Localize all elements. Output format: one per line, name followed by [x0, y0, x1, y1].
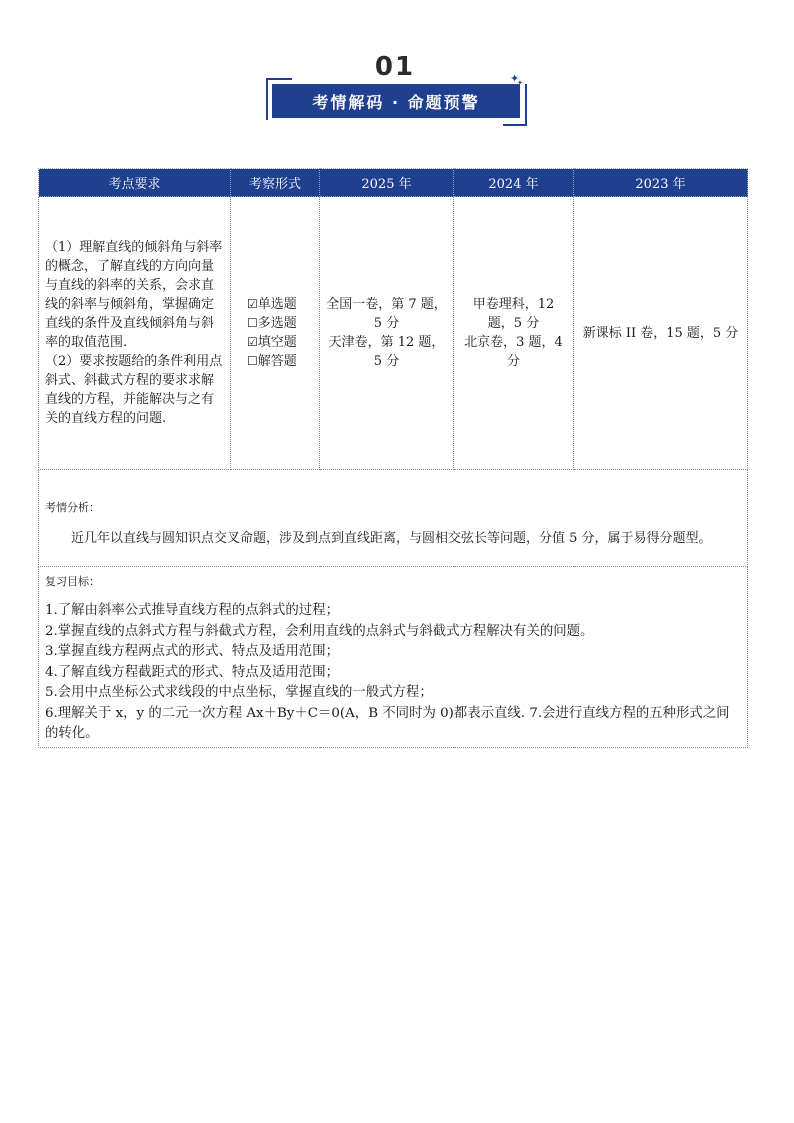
checkbox-checked-icon: ☑ [247, 297, 258, 311]
requirements-cell [39, 197, 231, 470]
requirement-1: （1）理解直线的倾斜角与斜率的概念，了解直线的方向向量与直线的斜率的关系，会求直线的斜率与倾斜角，掌握确定直线的条件及直线倾斜角与斜率的取值范围. [45, 240, 223, 350]
col-header-2025: 2025 年 [320, 169, 454, 197]
exam-entry: 天津卷，第 12 题，5 分 [328, 335, 445, 369]
exam-entry: 甲卷理科，12 题，5 分 [472, 297, 555, 331]
forms-cell [231, 197, 320, 470]
col-header-2023: 2023 年 [574, 169, 748, 197]
section-title: 考情解码 · 命题预警 [312, 92, 480, 112]
col-header-requirements: 考点要求 [39, 169, 231, 197]
goals-cell [39, 567, 748, 748]
form-multiple-choice: ☐多选题 [247, 316, 297, 331]
table-row [39, 197, 748, 470]
col-header-2024: 2024 年 [454, 169, 574, 197]
goals-row [39, 567, 748, 748]
goal-line: 1.了解由斜率公式推导直线方程的点斜式的过程； [45, 603, 339, 618]
goal-line: 6.理解关于 x，y 的二元一次方程 Ax＋By＋C＝0(A，B 不同时为 0)都表示直线. 7.会进行直线方程的五种形式之间的转化。 [45, 705, 730, 741]
form-single-choice: ☑单选题 [247, 297, 297, 312]
goal-line: 4.了解直线方程截距式的形式、特点及适用范围； [45, 664, 339, 680]
sparkle-small-icon: ✦ [517, 79, 523, 87]
checkbox-unchecked-icon: ☐ [247, 316, 258, 330]
form-answer-question: ☐解答题 [247, 354, 297, 369]
goals-label: 复习目标： [45, 575, 100, 588]
goal-line: 2.掌握直线的点斜式方程与斜截式方程，会利用直线的点斜式与斜截式方程解决有关的问题。 [45, 623, 594, 639]
table-header-row [39, 169, 748, 197]
exam-entry: 新课标 II 卷，15 题，5 分 [582, 325, 739, 341]
exam-analysis-table [38, 168, 748, 748]
sparkle-icon: ✦ [510, 72, 520, 85]
analysis-text: 近几年以直线与圆知识点交叉命题，涉及到点到直线距离，与圆相交弦长等问题，分值 5 分，属于易得分题型。 [71, 531, 712, 546]
exam-entry: 北京卷，3 题，4 分 [464, 335, 563, 369]
year-2024-cell [454, 197, 574, 470]
checkbox-unchecked-icon: ☐ [247, 354, 258, 368]
goal-line: 3.掌握直线方程两点式的形式、特点及适用范围； [45, 644, 339, 659]
requirement-2: （2）要求按题给的条件利用点斜式、斜截式方程的要求求解直线的方程，并能解决与之有关的直线方程的问题. [45, 354, 223, 426]
exam-entry: 全国一卷，第 7 题，5 分 [326, 297, 447, 331]
checkbox-checked-icon: ☑ [247, 335, 258, 349]
section-title-banner [272, 84, 520, 118]
year-2023-cell [574, 197, 748, 470]
analysis-row [39, 470, 748, 567]
goal-line: 5.会用中点坐标公式求线段的中点坐标，掌握直线的一般式方程； [45, 685, 433, 700]
year-2025-cell [320, 197, 454, 470]
analysis-label: 考情分析： [45, 501, 100, 514]
section-number: 01 [374, 52, 416, 82]
form-fill-blank: ☑填空题 [247, 335, 297, 350]
col-header-forms: 考察形式 [231, 169, 320, 197]
analysis-cell [39, 470, 748, 567]
